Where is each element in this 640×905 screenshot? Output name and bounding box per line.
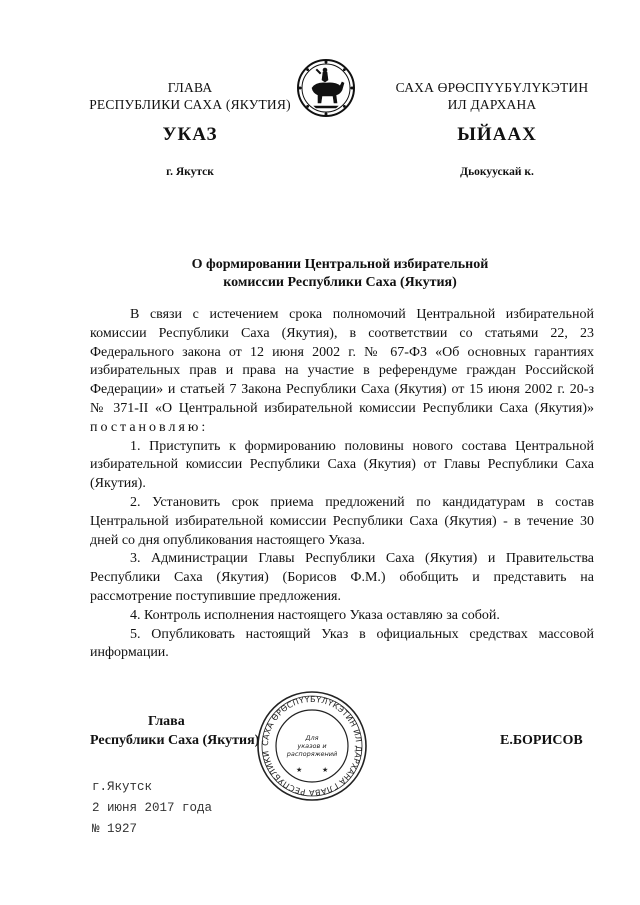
city-right: Дьокуускай к. [460, 166, 534, 178]
header-left [70, 79, 310, 113]
header-left-line1: ГЛАВА [167, 80, 213, 95]
signature-name: Е.БОРИСОВ [500, 733, 583, 748]
stamp-center-line1: Для [305, 734, 319, 742]
footer-date: 2 июня 2017 года [92, 801, 213, 815]
footer-city: г.Якутск [92, 780, 153, 794]
list-item: 2. Установить срок приема предложений по кандидатурам в состав Центральной избирательной комиссии Республики Саха (Якутия) - в течение 30 дней со дня опубликования настоящего Указа. [90, 494, 594, 548]
list-item: 3. Администрации Главы Республики Саха (Якутия) и Правительства Республики Саха (Якутия) (Борисов Ф.М.) обобщить и представить на рассмотрение поступившие предложения. [90, 551, 594, 604]
document-body [90, 306, 594, 663]
doc-type-right: ЫЙААХ [457, 124, 537, 145]
preamble-text: В связи с истечением срока полномочий Центральной избирательной комиссии Республики Саха (Якутия), в соответствии со статьями 22, 23 Федерального закона от 12 июня 2002 г. № 67-ФЗ «Об основных гарантиях избирательных прав и права на участие в референдуме граждан Российской Федерации» и статьей 7 Закона Республики Саха (Якутия) от 15 июня 2002 г. 20-з № 371-II «О Центральной избирательной комиссии Республики Саха (Якутия)» [90, 307, 594, 416]
header-right-line2: ИЛ ДАРХАНА [447, 97, 537, 112]
header-right-line1: САХА ӨРӨСПҮҮБҮЛҮКЭТИН [395, 80, 589, 95]
header-right [372, 79, 612, 113]
list-item: 4. Контроль исполнения настоящего Указа оставляю за собой. [130, 607, 500, 623]
stamp-ring-text: САХА ӨРӨСПҮҮБҮЛҮКЭТИН ИЛ ДАРХАНА ГЛАВА РЕСПУБЛИКИ [260, 694, 364, 798]
stamp-center-line3: распоряжений [286, 750, 338, 758]
signature-title-line1: Глава [148, 714, 185, 729]
svg-text:★: ★ [296, 766, 303, 774]
list-item: 1. Приступить к формированию половины нового состава Центральной избирательной комиссии Республики Саха (Якутия) от Главы Республики Саха (Якутия). [90, 438, 594, 492]
coat-of-arms-icon [296, 58, 356, 118]
preamble [90, 306, 594, 438]
document-title [120, 256, 560, 292]
stamp-center-line2: указов и [297, 742, 327, 750]
doc-type-left: УКАЗ [162, 124, 218, 145]
city-left: г. Якутск [166, 166, 214, 178]
signature-title-line2: Республики Саха (Якутия) [90, 733, 260, 748]
title-line2: комиссии Республики Саха (Якутия) [223, 275, 457, 290]
svg-text:★: ★ [322, 766, 329, 774]
decree-word: постановляю: [90, 419, 209, 435]
footer-number: № 1927 [92, 822, 138, 836]
title-line1: О формировании Центральной избирательной [191, 257, 489, 272]
seal-icon [256, 690, 368, 802]
list-item: 5. Опубликовать настоящий Указ в официальных средствах массовой информации. [90, 626, 594, 661]
footer [92, 777, 212, 840]
header-left-line2: РЕСПУБЛИКИ САХА (ЯКУТИЯ) [89, 97, 291, 112]
